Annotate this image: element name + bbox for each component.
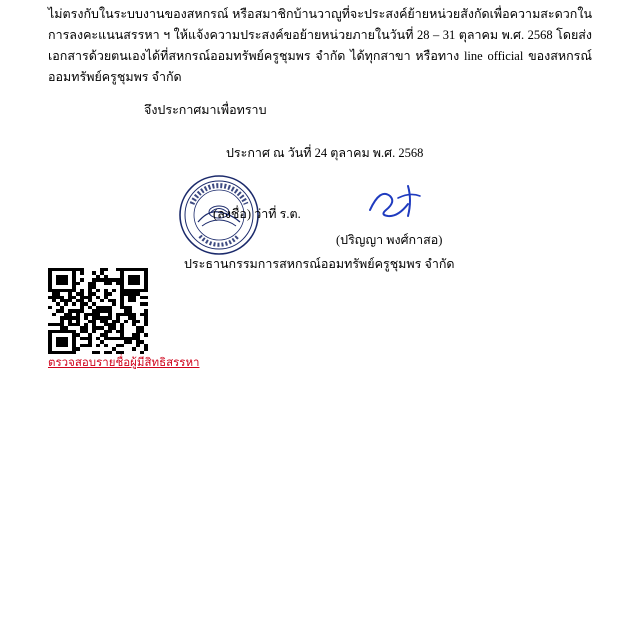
signature-label: (ลงชื่อ) ว่าที่ ร.ต. bbox=[213, 207, 301, 221]
signer-name: (ปริญญา พงศ์กาสอ) bbox=[336, 233, 443, 247]
paragraph-text: ไม่ตรงกับในระบบงานของสหกรณ์ หรือสมาชิกบ้านวาญูที่จะประสงค์ย้ายหน่วยสังกัดเพื่อความสะดวกในการลงคะแนนสรรหา ฯ ให้แจ้งความประสงค์ขอย้ายหน่วยภายในวันที่ 28 – 31 ตุลาคม พ.ศ. 2568 โดยส่งเอกสารด้วยตนเองได้ที่สหกรณ์ออมทรัพย์ครูชุมพร จำกัด ได้ทุกสาขา หรือทาง line official ของสหกรณ์ออมทรัพย์ครูชุมพร จำกัด bbox=[48, 7, 592, 84]
signature-block bbox=[48, 172, 592, 276]
qr-code-modules bbox=[48, 268, 148, 354]
announcement-line: จึงประกาศมาเพื่อทราบ bbox=[144, 103, 267, 117]
verify-eligible-voters-link[interactable]: ตรวจสอบรายชื่อผู้มีสิทธิสรรหา bbox=[48, 357, 200, 369]
body-paragraph bbox=[48, 0, 592, 88]
date-line: ประกาศ ณ วันที่ 24 ตุลาคม พ.ศ. 2568 bbox=[226, 146, 424, 160]
handwritten-signature-icon bbox=[364, 180, 450, 224]
qr-code[interactable] bbox=[48, 268, 164, 354]
signer-title: ประธานกรรมการสหกรณ์ออมทรัพย์ครูชุมพร จำกัด bbox=[184, 257, 455, 271]
